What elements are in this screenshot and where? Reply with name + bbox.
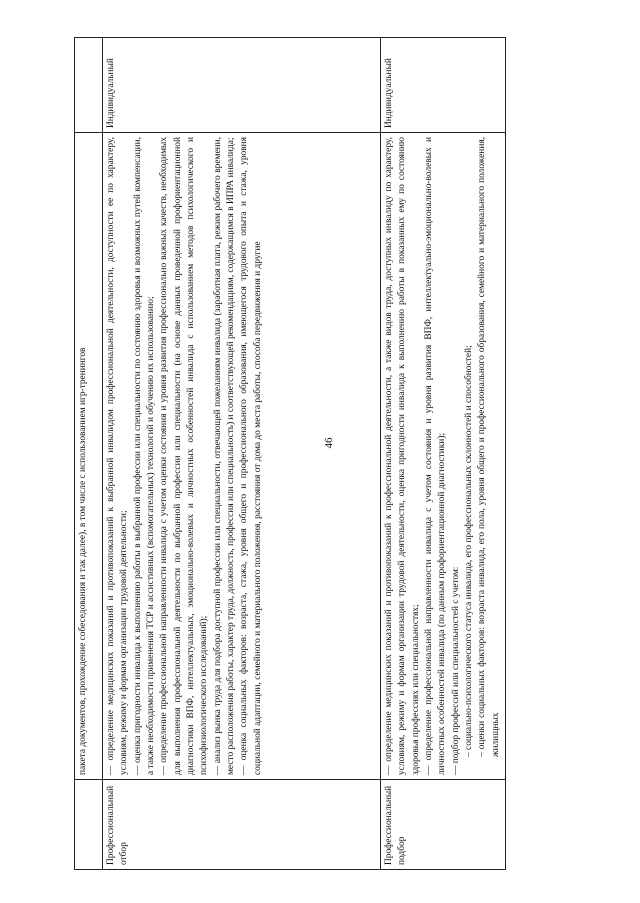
row-title-cell (75, 780, 103, 870)
row-title-cell: Профессиональный подбор (381, 780, 506, 870)
text-line: — определение профессиональной направленности инвалида с учетом оценки состояния и уровня развития профессионально важных качеств, необходимых для выполнения профессиональной деятельности по выбранной профессии или специальности (на основе данных проведенной профориентационной диагностики ВПФ, интеллектуальных, эмоционально-волевых и личностных особенностей инвалида с использованием методов психологического и психофизиологического исследований); (159, 137, 210, 775)
text-line: — определение профессиональной направленности инвалида с учетом состояния и уровня развития ВПФ, интеллектуально-эмоционально-волевых и личностных особенностей инвалида (по данным профориентационной диагностики); (424, 137, 448, 775)
row-form-cell: Индивидуальный (103, 38, 381, 133)
text-line: — анализ рынка труда для подбора доступной профессии или специальности, отвечающей пожеланиям инвалида (заработная плата, режим рабочего времени, место расположения работы, характер труда, должность, профессия или специальность) и соответствующей рекомендациям, содержащимся в ИПРА инвалида; (212, 137, 237, 775)
table-row (381, 38, 506, 870)
row-text-cell (103, 133, 381, 780)
text-line: — определение медицинских показаний и противопоказаний к выбранной инвалидом профессиональной деятельности, доступности ее по характеру, условиям, режиму и формам организации трудовой деятельности; (106, 137, 130, 775)
table-row (103, 38, 381, 870)
sub-line: – социально-психологического статуса инвалида, его профессиональных склонностей и способностей; (464, 345, 475, 757)
row-form-cell (75, 38, 103, 133)
row-title-cell: Профессиональный отбор (103, 780, 381, 870)
text-line: пакета документов, прохождение собеседования и так далее), в том числе с использованием игр-тренингов (78, 347, 88, 775)
row-text-cell (381, 133, 506, 780)
row-text-cell (75, 133, 103, 780)
page-number: 46 (323, 437, 335, 449)
rotated-table-container (74, 37, 501, 870)
text-line: — подбор профессий или специальностей с учетом: (450, 566, 461, 775)
text-line: — оценка пригодности инвалида к выполнению работы в выбранной профессии или специальности по состоянию здоровья и возможных путей компенсации, а также необходимости применения ТСР и ассистивных (вспомогательных) технологий и обучению их использованию; (132, 137, 157, 775)
row-form-cell: Индивидуальный (381, 38, 506, 133)
table-row (75, 38, 103, 870)
program-table (74, 37, 506, 870)
text-line: — оценка социальных факторов: возраста, стажа, уровня общего и профессионального образования, имеющегося трудового опыта и стажа, уровня социальной адаптации, семейного и материального положения, расстояния от дома до места работы, способа передвижения и другие (239, 137, 263, 775)
text-line: — определение медицинских показаний и противопоказаний к профессиональной деятельности, а также видов труда, доступных инвалиду по характеру, условиям, режиму и формам организации трудовой деятельности, оценка пригодности инвалида к выполнению работы в показанных ему по состоянию здоровья профессиях или специальностях; (384, 137, 421, 775)
sub-line: – оценки социальных факторов: возраста инвалида, его пола, уровня общего и профессионального образования, семейного и материального положения, жилищных (477, 137, 501, 757)
